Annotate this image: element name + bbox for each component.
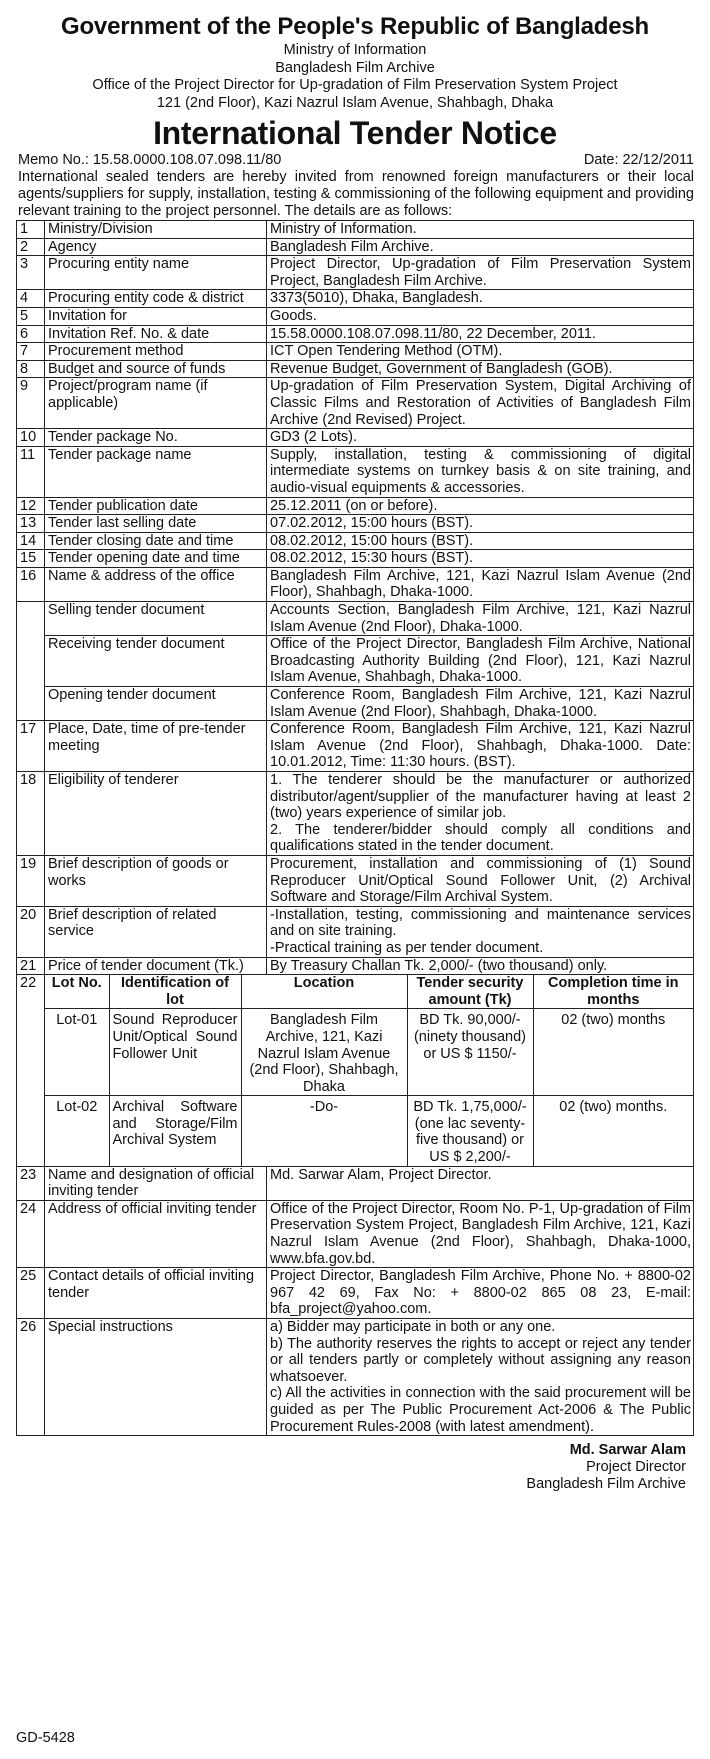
row-number: 8 — [17, 360, 45, 378]
table-row — [17, 378, 694, 429]
table-row — [17, 975, 694, 1167]
special-instruction-b: b) The authority reserves the rights to accept or reject any tender or all tenders partly or completely without assigning any reason whatsoever. — [270, 1335, 691, 1385]
table-row — [17, 550, 694, 568]
table-row — [17, 906, 694, 957]
row-number: 4 — [17, 290, 45, 308]
agency-line: Bangladesh Film Archive — [275, 59, 435, 76]
row-value-text: GD3 (2 Lots). — [270, 429, 358, 446]
table-row — [17, 1268, 694, 1319]
row-label: Brief description of goods or works — [45, 855, 267, 906]
table-row — [17, 238, 694, 256]
row-value-text: Md. Sarwar Alam, Project Director. — [270, 1166, 492, 1183]
row-label: Name and designation of official inviting tender — [45, 1166, 267, 1200]
row-number: 3 — [17, 256, 45, 290]
table-row — [17, 343, 694, 361]
row-value — [267, 567, 694, 601]
lots-section — [17, 975, 694, 1167]
row-number: 18 — [17, 772, 45, 856]
row-value — [267, 360, 694, 378]
row-value — [267, 515, 694, 533]
row-number: 6 — [17, 325, 45, 343]
row-label: Invitation for — [45, 307, 267, 325]
row-label: Tender package name — [45, 446, 267, 497]
row-value — [267, 957, 694, 975]
row-number: 24 — [17, 1200, 45, 1267]
row-value-text: Bangladesh Film Archive. — [270, 238, 434, 255]
lot-identification: Sound Reproducer Unit/Optical Sound Follower Unit — [109, 1009, 241, 1096]
row-value — [267, 290, 694, 308]
row-number: 16 — [17, 567, 45, 601]
row-number — [17, 687, 45, 721]
security-header: Tender security amount (Tk) — [407, 975, 533, 1009]
row-value-text: 3373(5010), Dhaka, Bangladesh. — [270, 290, 483, 307]
row-label: Procurement method — [45, 343, 267, 361]
signatory-designation: Project Director — [586, 1459, 686, 1476]
row-label: Contact details of official inviting tender — [45, 1268, 267, 1319]
row-label: Brief description of related service — [45, 906, 267, 957]
row-number — [17, 602, 45, 636]
completion-header: Completion time in months — [533, 975, 693, 1009]
row-value — [267, 636, 694, 687]
row-value — [267, 855, 694, 906]
row-number: 9 — [17, 378, 45, 429]
row-value-text: By Treasury Challan Tk. 2,000/- (two thousand) only. — [270, 957, 608, 974]
row-number: 17 — [17, 721, 45, 772]
table-row — [17, 532, 694, 550]
office-line: Office of the Project Director for Up-gradation of Film Preservation System Project — [92, 77, 618, 93]
row-number: 5 — [17, 307, 45, 325]
row-label: Place, Date, time of pre-tender meeting — [45, 721, 267, 772]
row-value — [267, 307, 694, 325]
row-label: Ministry/Division — [45, 221, 267, 239]
row-value — [267, 532, 694, 550]
row-value — [267, 238, 694, 256]
table-row — [17, 721, 694, 772]
row-value-text: Project Director, Bangladesh Film Archive, Phone No. + 8800-02 967 42 69, Fax No: + 8800-02 865 08 23, E-mail: bfa_project@yahoo.com. — [270, 1268, 691, 1318]
details-rows — [17, 221, 694, 975]
government-title: Government of the People's Republic of Bangladesh — [61, 13, 649, 40]
row-number: 15 — [17, 550, 45, 568]
lot-number: Lot-01 — [45, 1009, 109, 1096]
row-label: Name & address of the office — [45, 567, 267, 601]
special-instruction-a: a) Bidder may participate in both or any one. — [270, 1319, 556, 1335]
row-number: 23 — [17, 1166, 45, 1200]
table-row — [17, 446, 694, 497]
row-value — [267, 1268, 694, 1319]
row-value-text: Ministry of Information. — [270, 221, 417, 237]
lot-number: Lot-02 — [45, 1096, 109, 1166]
row-label: Tender opening date and time — [45, 550, 267, 568]
memo-date: Date: 22/12/2011 — [583, 152, 694, 168]
row-label: Procuring entity code & district — [45, 290, 267, 308]
footer-code: GD-5428 — [16, 1730, 75, 1747]
table-row — [17, 1200, 694, 1267]
row-value-text: 08.02.2012, 15:30 hours (BST). — [270, 550, 474, 567]
row-number: 12 — [17, 497, 45, 515]
row-label: Tender package No. — [45, 429, 267, 447]
table-row — [17, 855, 694, 906]
row-number: 2 — [17, 238, 45, 256]
row-value — [267, 1166, 694, 1200]
row-value — [267, 325, 694, 343]
row-label: Address of official inviting tender — [45, 1200, 267, 1267]
lot-row — [45, 1096, 693, 1166]
row-number: 20 — [17, 906, 45, 957]
row-value-text: Office of the Project Director, Bangladesh Film Archive, National Broadcasting Authority Building (2nd Floor), 121, Kazi Nazrul Islam Avenue, Shahbagh, Dhaka-1000. — [270, 636, 691, 686]
row-value-text: Accounts Section, Bangladesh Film Archive, 121, Kazi Nazrul Islam Avenue (2nd Floor), Dhaka-1000. — [270, 602, 691, 635]
special-instruction-c: c) All the activities in connection with the said procurement will be guided as per The Public Procurement Act-2006 & The Public Procurement Rules-2008 (with latest amendment). — [270, 1385, 691, 1435]
row-label: Special instructions — [45, 1319, 267, 1436]
row-value — [267, 221, 694, 239]
row-value-text: Revenue Budget, Government of Bangladesh (GOB). — [270, 360, 613, 377]
table-row — [17, 772, 694, 856]
lot-security: BD Tk. 90,000/- (ninety thousand) or US $ 1150/- — [407, 1009, 533, 1096]
row-label: Opening tender document — [45, 687, 267, 721]
table-row — [17, 1166, 694, 1200]
lot-location: -Do- — [241, 1096, 407, 1166]
table-row — [17, 325, 694, 343]
row-label: Selling tender document — [45, 602, 267, 636]
row-label: Eligibility of tenderer — [45, 772, 267, 856]
intro-paragraph: International sealed tenders are hereby invited from renowned foreign manufacturers or their local agents/suppliers for supply, installation, testing & commissioning of the following equipment and providing relevant training to the project personnel. The details are as follows: — [18, 169, 694, 219]
row-value — [267, 497, 694, 515]
signature-block — [16, 1442, 694, 1493]
table-row — [17, 290, 694, 308]
table-row — [17, 307, 694, 325]
table-row — [17, 636, 694, 687]
row-value-text: 08.02.2012, 15:00 hours (BST). — [270, 532, 474, 549]
row-value-text: 2. The tenderer/bidder should comply all conditions and qualifications stated in the tender document. — [270, 821, 691, 855]
row-label: Agency — [45, 238, 267, 256]
row-value-text: Bangladesh Film Archive, 121, Kazi Nazrul Islam Avenue (2nd Floor), Shahbagh, Dhaka-1000. — [270, 567, 691, 601]
lot-no-header: Lot No. — [45, 975, 109, 1009]
table-row — [17, 497, 694, 515]
row-value-text: ICT Open Tendering Method (OTM). — [270, 343, 503, 360]
row-value — [267, 343, 694, 361]
signatory-organization: Bangladesh Film Archive — [526, 1476, 686, 1493]
row-label: Project/program name (if applicable) — [45, 378, 267, 429]
memo-number: Memo No.: 15.58.0000.108.07.098.11/80 — [18, 152, 282, 168]
table-row — [17, 429, 694, 447]
address-line: 121 (2nd Floor), Kazi Nazrul Islam Avenue, Shahbagh, Dhaka — [156, 94, 554, 111]
lot-row — [45, 1009, 693, 1096]
row-label: Tender closing date and time — [45, 532, 267, 550]
special-section — [17, 1319, 694, 1436]
lots-header-row — [45, 975, 693, 1009]
row-value — [267, 1200, 694, 1267]
row-value — [267, 602, 694, 636]
row-label: Procuring entity name — [45, 256, 267, 290]
row-value — [267, 378, 694, 429]
row-value-text: Procurement, installation and commissioning of (1) Sound Reproducer Unit/Optical Sound Follower Unit, (2) Archival Software and Storage/Film Archival System. — [270, 855, 691, 906]
table-row — [17, 687, 694, 721]
row-value — [267, 1319, 694, 1436]
details-rows-after — [17, 1166, 694, 1318]
lot-identification: Archival Software and Storage/Film Archival System — [109, 1096, 241, 1166]
row-value — [267, 256, 694, 290]
row-value-text: 15.58.0000.108.07.098.11/80, 22 December, 2011. — [270, 325, 596, 342]
row-number: 10 — [17, 429, 45, 447]
lots-table — [45, 975, 693, 1166]
row-value — [267, 721, 694, 772]
table-row — [17, 602, 694, 636]
row-value — [267, 772, 694, 856]
row-value-text: Project Director, Up-gradation of Film Preservation System Project, Bangladesh Film Archive. — [270, 256, 691, 289]
table-row — [17, 515, 694, 533]
row-label: Price of tender document (Tk.) — [45, 957, 267, 975]
row-value-text: Conference Room, Bangladesh Film Archive, 121, Kazi Nazrul Islam Avenue (2nd Floor), Shahbagh, Dhaka-1000. Date: 10.01.2012, Time: 11:30 hours. (BST). — [270, 721, 691, 771]
signatory-name: Md. Sarwar Alam — [569, 1442, 686, 1459]
row-label: Invitation Ref. No. & date — [45, 325, 267, 343]
row-value-text: -Practical training as per tender document. — [270, 939, 544, 956]
lot-security: BD Tk. 1,75,000/- (one lac seventy-five thousand) or US $ 2,200/- — [407, 1096, 533, 1166]
identification-header: Identification of lot — [109, 975, 241, 1009]
row-label: Tender last selling date — [45, 515, 267, 533]
location-header: Location — [241, 975, 407, 1009]
table-row — [17, 1319, 694, 1436]
row-value — [267, 906, 694, 957]
row-value — [267, 446, 694, 497]
table-row — [17, 360, 694, 378]
row-label: Tender publication date — [45, 497, 267, 515]
table-row — [17, 221, 694, 239]
row-label: Receiving tender document — [45, 636, 267, 687]
row-value — [267, 687, 694, 721]
row-number: 26 — [17, 1319, 45, 1436]
details-table — [16, 220, 694, 1436]
notice-header — [16, 12, 694, 152]
row-label: Budget and source of funds — [45, 360, 267, 378]
row-number: 13 — [17, 515, 45, 533]
memo-line — [16, 152, 694, 169]
lot-completion: 02 (two) months — [533, 1009, 693, 1096]
row-number: 11 — [17, 446, 45, 497]
row-number: 1 — [17, 221, 45, 239]
row-value — [267, 550, 694, 568]
row-value-text: Goods. — [270, 307, 317, 324]
row-value-text: 07.02.2012, 15:00 hours (BST). — [270, 515, 474, 532]
ministry-line: Ministry of Information — [283, 42, 427, 58]
row-number: 7 — [17, 343, 45, 361]
table-row — [17, 567, 694, 601]
table-row — [17, 957, 694, 975]
row-value-text: 25.12.2011 (on or before). — [270, 497, 438, 514]
row-value-text: -Installation, testing, commissioning and maintenance services and on site training. — [270, 906, 691, 940]
row-value — [267, 429, 694, 447]
row-value-text: Office of the Project Director, Room No. P-1, Up-gradation of Film Preservation System Project, Bangladesh Film Archive, 121, Kazi Nazrul Islam Avenue (2nd Floor), Shahbagh, Dhaka-1000, www.bfa.gov.bd. — [270, 1200, 691, 1267]
row-value-text: Up-gradation of Film Preservation System, Digital Archiving of Classic Films and Restoration of Activities of Bangladesh Film Archive (2nd Revised) Project. — [270, 378, 691, 428]
row-number: 25 — [17, 1268, 45, 1319]
row-number: 19 — [17, 855, 45, 906]
row-number: 21 — [17, 957, 45, 975]
row-value-text: 1. The tenderer should be the manufacturer or authorized distributor/agent/supplier of the manufacturer having at least 2 (two) years experience of similar job. — [270, 772, 691, 822]
lot-completion: 02 (two) months. — [533, 1096, 693, 1166]
row-number: 22 — [17, 975, 45, 1167]
row-value-text: Supply, installation, testing & commissioning of digital intermediate systems on turnkey basis & on site training, and audio-visual equipments & accessories. — [270, 446, 691, 496]
row-number: 14 — [17, 532, 45, 550]
row-number — [17, 636, 45, 687]
row-value-text: Conference Room, Bangladesh Film Archive, 121, Kazi Nazrul Islam Avenue (2nd Floor), Shahbagh, Dhaka-1000. — [270, 687, 691, 720]
lot-location: Bangladesh Film Archive, 121, Kazi Nazrul Islam Avenue (2nd Floor), Shahbagh, Dhaka — [241, 1009, 407, 1096]
notice-title: International Tender Notice — [153, 115, 557, 151]
table-row — [17, 256, 694, 290]
